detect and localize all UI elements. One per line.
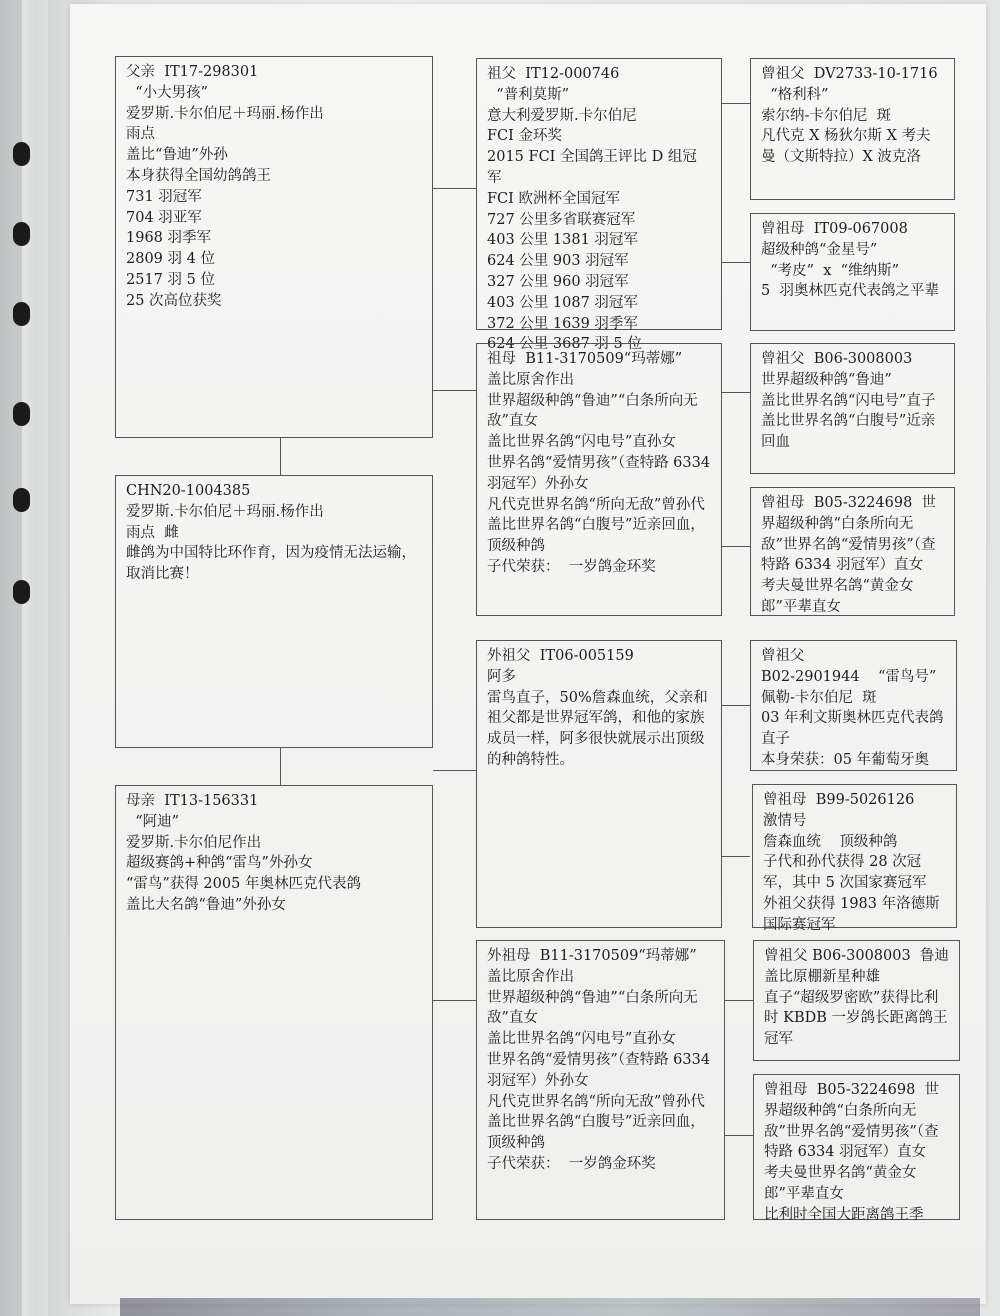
subject-box [115, 475, 433, 748]
pedigree-line: 本身荣获：05 年葡萄牙奥 [761, 751, 930, 768]
pedigree-line: 外祖父 IT06-005159 [487, 648, 634, 664]
pedigree-line: 比利时全国大距离鸽王季 [764, 1206, 924, 1223]
great-granddam-box-1 [750, 213, 955, 331]
pedigree-line: 25 次高位获奖 [126, 292, 222, 309]
pedigree-line: 624 公里 3687 羽 5 位 [487, 336, 642, 353]
pedigree-line: 1968 羽季军 [126, 230, 212, 247]
pedigree-line: FCI 金环奖 [487, 128, 562, 145]
pedigree-line: 曾祖母 B05-3224698 世界超级种鸽“白条所向无敌”世界名鸽“爱情男孩”（查特路 6334 羽冠军）直女 [764, 1082, 940, 1161]
pedigree-line: 激情号 [763, 812, 807, 829]
pedigree-line: “普利莫斯” [487, 86, 570, 103]
pedigree-line: 盖比世界名鸽“闪电号”直孙女 [487, 434, 676, 451]
pedigree-line: 盖比大名鸽“鲁迪”外孙女 [126, 896, 286, 913]
connector-line [722, 705, 750, 706]
pedigree-line: 盖比原棚新星种雄 [764, 968, 880, 985]
paternal-grandsire-box [476, 58, 722, 353]
pedigree-line: 雌鸽为中国特比环作育，因为疫情无法运输，取消比赛！ [126, 545, 416, 583]
pedigree-line: 曾祖父 DV2733-10-1716 [761, 66, 938, 82]
pedigree-line: 子代荣获： 一岁鸽金环奖 [487, 1155, 656, 1172]
pedigree-line: 父亲 IT17-298301 [126, 64, 259, 80]
pedigree-line: 327 公里 960 羽冠军 [487, 273, 629, 290]
pedigree-line: 索尔纳-卡尔伯尼 斑 [761, 107, 892, 124]
pedigree-line: 盖比世界名鸽“闪电号”直子 [761, 392, 936, 409]
pedigree-line: B02-2901944 “雷鸟号” [761, 668, 937, 685]
pedigree-line: 世界超级种鸽“鲁迪”“白条所向无敌”直女 [487, 392, 698, 430]
pedigree-line: 盖比世界名鸽“白腹号”近亲回血，顶级种鸽 [487, 1114, 705, 1152]
pedigree-line: 爱罗斯.卡尔伯尼＋玛丽.杨作出 [126, 105, 324, 122]
pedigree-line: 外祖父获得 1983 年洛德斯国际赛冠军 [763, 895, 940, 933]
connector-line [280, 438, 281, 476]
pedigree-line: 曾祖母 IT09-067008 [761, 221, 908, 237]
pedigree-line: 爱罗斯.卡尔伯尼＋玛丽.杨作出 [126, 503, 324, 520]
pedigree-line: 考夫曼世界名鸽“黄金女郎”平辈直女 [764, 1165, 917, 1202]
punch-hole [13, 580, 30, 604]
pedigree-line: 2517 羽 5 位 [126, 271, 215, 288]
connector-line [433, 1000, 476, 1001]
pedigree-line: 世界名鸽“爱情男孩”（查特路 6334 羽冠军）外孙女 [487, 1051, 715, 1089]
connector-line [722, 856, 750, 857]
pedigree-line: 母亲 IT13-156331 [126, 793, 259, 809]
paternal-granddam-box [476, 343, 722, 616]
pedigree-line: 超级赛鸽+种鸽“雷鸟”外孙女 [126, 855, 313, 872]
pedigree-line: 727 公里多省联赛冠军 [487, 211, 636, 228]
pedigree-line: 盖比原舍作出 [487, 968, 574, 985]
great-grandsire-box-2 [750, 343, 955, 474]
punch-hole [13, 402, 30, 426]
connector-line [433, 188, 476, 189]
pedigree-line: 世界名鸽“爱情男孩”（查特路 6334 羽冠军）外孙女 [487, 454, 715, 492]
pedigree-line: 佩勒-卡尔伯尼 斑 [761, 689, 877, 706]
pedigree-line: FCI 欧洲杯全国冠军 [487, 190, 620, 207]
pedigree-line: 超级种鸽“金星号” [761, 241, 878, 258]
pedigree-line: 731 羽冠军 [126, 188, 202, 205]
pedigree-line: 曾祖父 [761, 648, 805, 664]
pedigree-line: 凡代克世界名鸽“所向无敌”曾孙代 [487, 496, 705, 513]
pedigree-line: 子代和孙代获得 28 次冠军，其中 5 次国家赛冠军 [763, 854, 927, 892]
connector-line [722, 103, 750, 104]
pedigree-line: 曾祖母 B99-5026126 [763, 792, 915, 808]
pedigree-line: 祖父 IT12-000746 [487, 66, 620, 82]
background-strip [120, 1298, 980, 1316]
pedigree-line: “考皮” x “维纳斯” [761, 262, 899, 279]
pedigree-line: 爱罗斯.卡尔伯尼作出 [126, 834, 262, 851]
pedigree-line: 624 公里 903 羽冠军 [487, 253, 629, 270]
connector-line [722, 546, 750, 547]
pedigree-line: 祖母 B11-3170509“玛蒂娜” [487, 351, 683, 367]
pedigree-line: 2809 羽 4 位 [126, 251, 215, 268]
pedigree-line: 雨点 [126, 126, 155, 143]
pedigree-line: 外祖母 B11-3170509“玛蒂娜” [487, 948, 697, 964]
great-granddam-box-2 [750, 487, 955, 616]
pedigree-line: 雷鸟直子，50%詹森血统，父亲和祖父都是世界冠军鸽，和他的家族成员一样，阿多很快就展示出顶级的种鸽特性。 [487, 689, 708, 768]
punch-hole [13, 302, 30, 326]
sleeve-rail [22, 0, 48, 1316]
pedigree-line: CHN20-1004385 [126, 483, 251, 499]
pedigree-line: 凡代克 X 杨狄尔斯 X 考夫曼（文斯特拉）X 波克洛 [761, 128, 931, 166]
sire-box [115, 56, 433, 438]
pedigree-line: 372 公里 1639 羽季军 [487, 315, 638, 332]
pedigree-line: 盖比“鲁迪”外孙 [126, 147, 228, 164]
punch-hole [13, 488, 30, 512]
pedigree-line: 盖比世界名鸽“白腹号”近亲回血 [761, 413, 936, 451]
punch-hole [13, 222, 30, 246]
pedigree-line: 意大利爱罗斯.卡尔伯尼 [487, 107, 637, 124]
connector-line [722, 392, 750, 393]
pedigree-line: 盖比原舍作出 [487, 371, 574, 388]
dam-box [115, 785, 433, 1220]
connector-line [722, 262, 750, 263]
pedigree-line: 03 年利文斯奥林匹克代表鸽直子 [761, 710, 944, 748]
connector-line [433, 390, 476, 391]
pedigree-line: 直子“超级罗密欧”获得比利时 KBDB 一岁鸽长距离鸽王冠军 [764, 989, 948, 1048]
pedigree-line: “格利科” [761, 86, 829, 103]
pedigree-line: 子代荣获： 一岁鸽金环奖 [487, 558, 656, 575]
great-grandsire-box-3 [750, 640, 957, 771]
connector-line [280, 748, 281, 786]
connector-line [725, 1135, 753, 1136]
great-granddam-box-3 [752, 784, 957, 933]
pedigree-line: “雷鸟”获得 2005 年奥林匹克代表鸽 [126, 876, 361, 893]
pedigree-line: 盖比世界名鸽“闪电号”直孙女 [487, 1031, 676, 1048]
pedigree-line: 曾祖母 B05-3224698 世界超级种鸽“白条所向无敌”世界名鸽“爱情男孩”（查特路 6334 羽冠军）直女 [761, 495, 937, 574]
pedigree-line: 本身获得全国幼鸽鸽王 [126, 167, 271, 184]
pedigree-line: 704 羽亚军 [126, 209, 202, 226]
great-grandsire-box-4 [753, 940, 960, 1061]
pedigree-line: 曾祖父 B06-3008003 鲁迪 [764, 948, 949, 964]
pedigree-line: 世界超级种鸽“鲁迪” [761, 371, 892, 388]
pedigree-line: 世界超级种鸽“鲁迪”“白条所向无敌”直女 [487, 989, 698, 1027]
pedigree-line: 阿多 [487, 668, 516, 685]
pedigree-line: 詹森血统 顶级种鸽 [763, 833, 898, 850]
maternal-grandsire-box [476, 640, 722, 928]
punch-hole [13, 142, 30, 166]
pedigree-line: 曾祖父 B06-3008003 [761, 351, 913, 367]
pedigree-line: 2015 FCI 全国鸽王评比 D 组冠军 [487, 149, 697, 186]
pedigree-line: “阿迪” [126, 813, 180, 830]
pedigree-line: 雨点 雌 [126, 524, 179, 541]
maternal-granddam-box [476, 940, 725, 1220]
great-granddam-box-4 [753, 1074, 960, 1223]
connector-line [433, 770, 476, 771]
pedigree-line: 考夫曼世界名鸽“黄金女郎”平辈直女 [761, 578, 914, 615]
pedigree-line: 403 公里 1087 羽冠军 [487, 294, 638, 311]
pedigree-line: 5 羽奥林匹克代表鸽之平辈 [761, 283, 939, 300]
great-grandsire-box-1 [750, 58, 955, 200]
pedigree-line: 403 公里 1381 羽冠军 [487, 232, 638, 249]
pedigree-line: “小大男孩” [126, 84, 209, 101]
connector-line [725, 1000, 753, 1001]
pedigree-line: 盖比世界名鸽“白腹号”近亲回血，顶级种鸽 [487, 517, 705, 555]
pedigree-line: 凡代克世界名鸽“所向无敌”曾孙代 [487, 1093, 705, 1110]
